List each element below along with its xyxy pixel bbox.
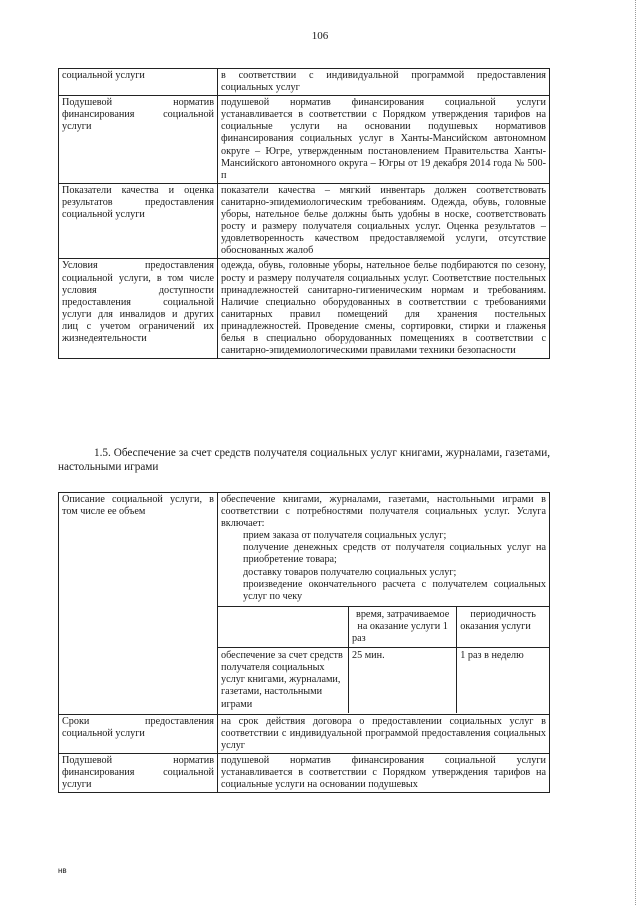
page-number: 106	[311, 30, 329, 42]
row-value: показатели качества – мягкий инвентарь должен соответствовать санитарно-эпидемиологическим требованиям. Одежда, обувь, головные уборы, нательное белье должны быть удобны в носке, соответствовать росту и размеру получателя социальных услуг. Оценка результатов – удовлетворенность качеством предоставляемой услуги, отсутствие обоснованных жалоб	[218, 183, 550, 259]
row-label: Подушевой норматив финансирования социальной услуги	[59, 96, 218, 184]
header-empty	[218, 606, 349, 647]
service-1-5-table	[58, 492, 550, 793]
row-value: на срок действия договора о предоставлении социальных услуг в соответствии с индивидуальной программой предоставления социальных услуг	[218, 714, 550, 753]
table-row	[59, 259, 550, 359]
row-label: Описание социальной услуги, в том числе ее объем	[59, 493, 218, 715]
section-heading: 1.5. Обеспечение за счет средств получателя социальных услуг книгами, журналами, газетами, настольными играми	[58, 447, 550, 473]
table-row	[59, 183, 550, 259]
table-row	[59, 96, 550, 184]
row-label: Показатели качества и оценка результатов предоставления социальной услуги	[59, 183, 218, 259]
row-value: подушевой норматив финансирования социальной услуги устанавливается в соответствии с Порядком утверждения тарифов на социальные услуги на основании подушевых	[218, 753, 550, 792]
table-row	[218, 648, 549, 713]
row-value: одежда, обувь, головные уборы, нательное белье подбираются по сезону, росту и размеру получателя социальных услуг. Соответствие постельных принадлежностей санитарно-гигиеническим нормам и требованиям. Наличие специально оборудованных в соответствии с требованиями санитарных правил помещений для хранения постельных принадлежностей. Проведение смены, сортировки, стирки и глаженья белья в специально оборудованных помещениях в соответствии с санитарно-эпидемиологическими правилами техники безопасности	[218, 259, 550, 359]
row-value: подушевой норматив финансирования социальной услуги устанавливается в соответствии с Порядком утверждения тарифов на социальные услуги на основании подушевых нормативов финансирования социальных услуг в Ханты-Мансийском автономном округе – Югре, утвержденным постановлением Правительства Ханты-Мансийского автономного округа – Югры от 19 декабря 2014 года № 500-п	[218, 96, 550, 184]
list-item: доставку товаров получателю социальных услуг;	[243, 566, 457, 578]
row-label: Условия предоставления социальной услуги, в том числе условия доступности предоставления социальной услуги для инвалидов и других лиц с учетом ограничений их жизнедеятельности	[59, 259, 218, 359]
services-table-continued	[58, 68, 550, 359]
service-name: обеспечение за счет средств получателя социальных услуг книгами, журналами, газетами, настольными играми	[218, 648, 349, 713]
table-row	[59, 493, 550, 715]
table-row	[59, 69, 550, 96]
service-description-cell	[218, 493, 550, 715]
table-row	[59, 714, 550, 753]
list-item: получение денежных средств от получателя социальных услуг на приобретение товара;	[243, 542, 546, 566]
list-item: прием заказа от получателя социальных услуг;	[243, 530, 447, 542]
service-time: 25 мин.	[349, 648, 457, 713]
list-item: произведение окончательного расчета с получателем социальных услуг по чеку	[243, 578, 546, 602]
scan-edge	[634, 0, 636, 905]
footer-mark: нв	[58, 866, 67, 875]
row-label: Подушевой норматив финансирования социальной услуги	[59, 753, 218, 792]
header-frequency: периодичность оказания услуги	[457, 606, 549, 647]
row-label: социальной услуги	[59, 69, 218, 96]
row-value: в соответствии с индивидуальной программой предоставления социальных услуг	[218, 69, 550, 96]
row-label: Сроки предоставления социальной услуги	[59, 714, 218, 753]
service-frequency: 1 раз в неделю	[457, 648, 549, 713]
time-frequency-table	[218, 606, 549, 713]
table-row	[59, 753, 550, 792]
service-description-intro: обеспечение книгами, журналами, газетами, настольными играми в соответствии с потребностями получателя социальных услуг. Услуга включает:	[221, 494, 546, 530]
table-header-row	[218, 606, 549, 647]
header-time: время, затрачиваемое на оказание услуги 1 раз	[349, 606, 457, 647]
